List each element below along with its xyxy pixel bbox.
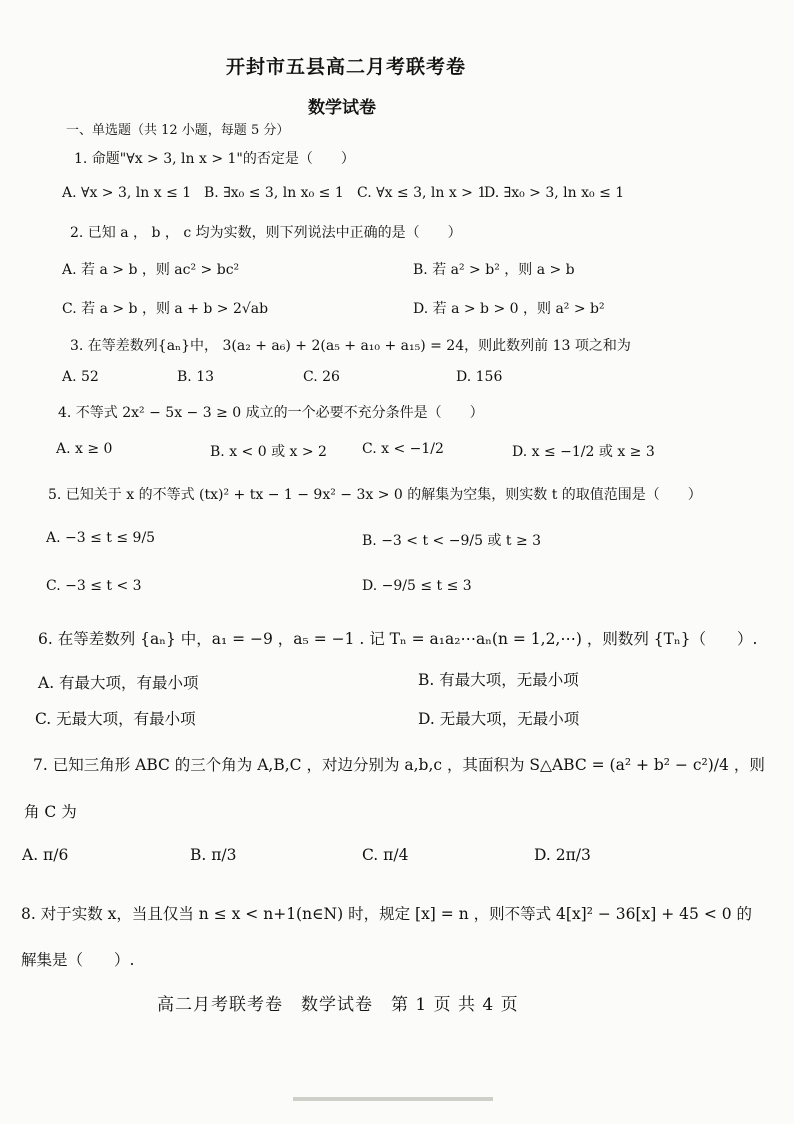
subject-title: 数学试卷 bbox=[308, 98, 376, 118]
question-2-option-b: B. 若 a² > b² ，则 a > b bbox=[413, 262, 575, 278]
question-6-option-a: A. 有最大项，有最小项 bbox=[38, 674, 199, 692]
question-1-option-d: D. ∃x₀ > 3, ln x₀ ≤ 1 bbox=[484, 185, 625, 201]
question-4-stem: 4. 不等式 2x² − 5x − 3 ≥ 0 成立的一个必要不充分条件是（ ） bbox=[58, 405, 484, 421]
question-2-option-c: C. 若 a > b ，则 a + b > 2√ab bbox=[62, 301, 269, 317]
question-6-option-b: B. 有最大项，无最小项 bbox=[418, 671, 579, 689]
question-1-stem: 1. 命题"∀x > 3, ln x > 1"的否定是（ ） bbox=[74, 151, 355, 167]
page-footer: 高二月考联考卷 数学试卷 第 1 页 共 4 页 bbox=[157, 995, 519, 1015]
question-2-stem: 2. 已知 a ， b ， c 均为实数，则下列说法中正确的是（ ） bbox=[70, 225, 462, 241]
question-2-option-d: D. 若 a > b > 0 ，则 a² > b² bbox=[413, 301, 605, 317]
question-7-option-b: B. π/3 bbox=[190, 846, 237, 864]
question-2-option-a: A. 若 a > b ，则 ac² > bc² bbox=[62, 262, 240, 278]
exam-title: 开封市五县高二月考联考卷 bbox=[226, 56, 467, 78]
question-3-option-c: C. 26 bbox=[303, 369, 340, 385]
section-heading: 一、单选题（共 12 小题，每题 5 分） bbox=[66, 123, 290, 138]
question-1-option-b: B. ∃x₀ ≤ 3, ln x₀ ≤ 1 bbox=[204, 185, 344, 201]
question-4-option-d: D. x ≤ −1/2 或 x ≥ 3 bbox=[512, 444, 655, 460]
question-4-option-a: A. x ≥ 0 bbox=[56, 441, 113, 457]
question-4-option-b: B. x < 0 或 x > 2 bbox=[210, 444, 327, 460]
question-3-option-b: B. 13 bbox=[177, 369, 215, 385]
question-7-stem-line1: 7. 已知三角形 ABC 的三个角为 A,B,C ，对边分别为 a,b,c ，其面积为 S△ABC = (a² + b² − c²)/4 ，则 bbox=[33, 756, 765, 774]
question-5-option-c: C. −3 ≤ t < 3 bbox=[46, 578, 142, 594]
question-8-stem-line1: 8. 对于实数 x，当且仅当 n ≤ x < n+1(n∈N) 时，规定 [x] = n ，则不等式 4[x]² − 36[x] + 45 < 0 的 bbox=[21, 905, 753, 923]
question-8-stem-line2: 解集是（ ）. bbox=[21, 951, 135, 969]
question-5-stem: 5. 已知关于 x 的不等式 (tx)² + tx − 1 − 9x² − 3x > 0 的解集为空集，则实数 t 的取值范围是（ ） bbox=[48, 487, 702, 503]
question-1-option-a: A. ∀x > 3, ln x ≤ 1 bbox=[62, 185, 192, 201]
question-1-option-c: C. ∀x ≤ 3, ln x > 1 bbox=[357, 185, 487, 201]
question-7-option-d: D. 2π/3 bbox=[534, 846, 591, 864]
question-5-option-d: D. −9/5 ≤ t ≤ 3 bbox=[362, 578, 472, 594]
question-5-option-a: A. −3 ≤ t ≤ 9/5 bbox=[46, 530, 156, 546]
question-7-stem-line2: 角 C 为 bbox=[24, 803, 77, 821]
question-3-option-a: A. 52 bbox=[62, 369, 99, 385]
question-5-option-b: B. −3 < t < −9/5 或 t ≥ 3 bbox=[362, 533, 542, 549]
question-7-option-a: A. π/6 bbox=[22, 846, 69, 864]
question-4-option-c: C. x < −1/2 bbox=[362, 441, 444, 457]
question-6-option-c: C. 无最大项，有最小项 bbox=[35, 710, 196, 728]
question-3-option-d: D. 156 bbox=[456, 369, 503, 385]
question-6-stem: 6. 在等差数列 {aₙ} 中，a₁ = −9 ，a₅ = −1 . 记 Tₙ = a₁a₂⋯aₙ(n = 1,2,⋯) ，则数列 {Tₙ}（ ）. bbox=[38, 630, 758, 648]
question-3-stem: 3. 在等差数列{aₙ}中， 3(a₂ + a₆) + 2(a₅ + a₁₀ + a₁₅) = 24，则此数列前 13 项之和为 bbox=[70, 338, 631, 354]
scan-artifact-bar bbox=[293, 1097, 493, 1101]
question-6-option-d: D. 无最大项，无最小项 bbox=[418, 710, 580, 728]
question-7-option-c: C. π/4 bbox=[362, 846, 409, 864]
